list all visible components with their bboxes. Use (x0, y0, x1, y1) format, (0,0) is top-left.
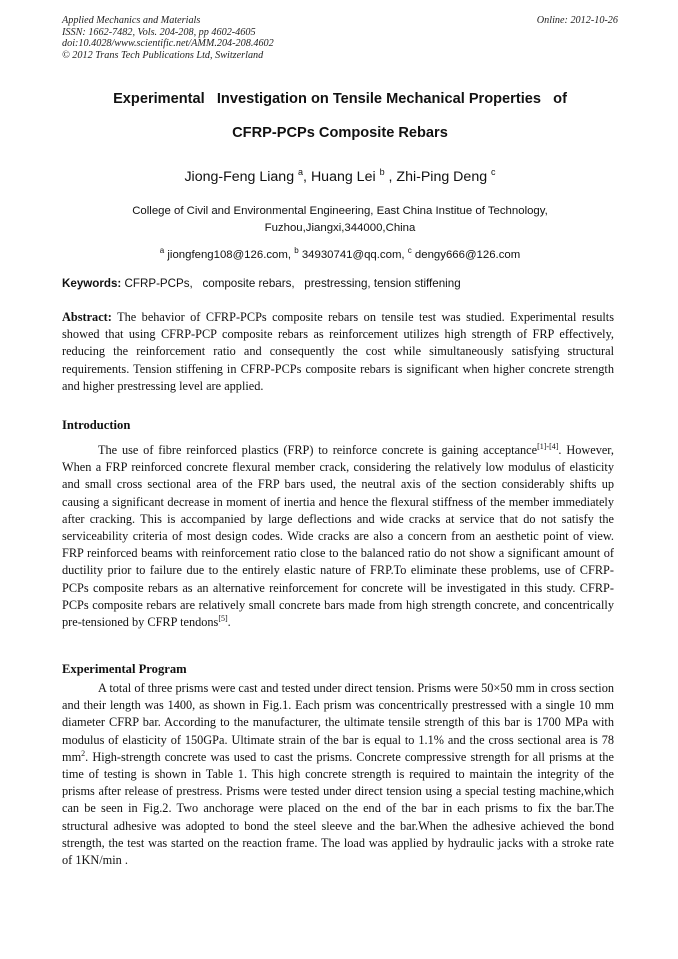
author-name: Jiong-Feng Liang (184, 169, 299, 185)
introduction-text: . (227, 615, 231, 630)
keywords-label: Keywords: (62, 277, 122, 290)
email-mark: c (407, 246, 412, 255)
superscript-2: 2 (81, 748, 86, 758)
affiliation-line-1: College of Civil and Environmental Engineering, East China Institue of Technology, (132, 205, 548, 217)
paper-title-line-2: CFRP-PCPs Composite Rebars (232, 125, 448, 141)
author-separator: , (303, 169, 311, 185)
online-date: Online: 2012-10-26 (536, 15, 618, 26)
paper-title-line-1: Experimental Investigation on Tensile Mechanical Properties of (113, 91, 567, 107)
experimental-program-paragraph (62, 680, 614, 869)
copyright-line: © 2012 Trans Tech Publications Ltd, Switzerland (62, 49, 264, 61)
keywords-text: CFRP-PCPs, composite rebars, prestressing, tension stiffening (121, 277, 461, 290)
introduction-text: . However, When a FRP reinforced concrete flexural member crack, considering the relatively low modulus of elasticity and small cross sectional area of the FRP bars used, the neutral axis of the section considerably shifts up causing a significant decrease in moment of inertia and hence the flexural stiffness of the member immediately after cracking. This is accompanied by large deflections and wide cracks at service that do not satisfy the serviceability criteria of most design codes. Wide cracks are also a concern from an aesthetic point of view. FRP reinforced beams with reinforcement ratio close to the balanced ratio do not show a significant amount of ductility prior to failure due to the entirely elastic nature of FRP.To eliminate these problems, use of CFRP-PCPs composite rebars as an alternative reinforcement for concrete will be investigated in this study. CFRP-PCPs composite rebars are relatively small concrete bars made from high strength concrete, and concentrically pre-tensioned by CFRP tendons (62, 443, 614, 630)
abstract-label: Abstract: (62, 310, 112, 324)
author-name: Huang Lei (310, 169, 380, 185)
email-address[interactable]: dengy666@126.com (411, 249, 521, 261)
introduction-heading: Introduction (62, 418, 131, 432)
email-list (62, 246, 618, 261)
affiliation-line-2: Fuzhou,Jiangxi,344000,China (264, 222, 416, 234)
doi-line: doi:10.4028/www.scientific.net/AMM.204-208.4602 (62, 38, 274, 50)
experimental-text: A total of three prisms were cast and tested under direct tension. Prisms were 50×50 mm in cross section and their length was 1400, as shown in Fig.1. Each prism was concentrically prestressed with a single 10 mm diameter CFRP bar. According to the manufacturer, the ultimate tensile strength of this bar is 1700 MPa with modulus of elasticity of 150GPa. Ultimate strain of the bar is equal to 1.1% and the cross sectional area is 78 mm (62, 681, 614, 764)
experimental-program-heading: Experimental Program (62, 662, 187, 676)
author-mark: b (379, 167, 385, 177)
experimental-text: . High-strength concrete was used to cast the prisms. Concrete compressive strength for all prisms at the time of testing is shown in Table 1. This high concrete strength is required to maintain the integrity of the prisms after release of prestress. Prisms were tested under direct tension using a special testing machine,which can be seen in Fig.2. Two anchorage were placed on the end of the bar in each prisms to fix the bar.The structural adhesive was adopted to bond the steel sleeve and the bar.When the adhesive achieved the bond strength, the test was started on the reaction frame. The load was applied by hydraulic jacks with a stroke rate of 1KN/min . (62, 749, 614, 868)
author-name: Zhi-Ping Deng (396, 169, 492, 185)
email-address[interactable]: 34930741@qq.com, (298, 249, 408, 261)
abstract-paragraph (62, 309, 614, 395)
abstract-text: The behavior of CFRP-PCPs composite rebars on tensile test was studied. Experimental results showed that using CFRP-PCP composite rebars as reinforcement utilizes high strength of FRP effectively, reducing the reinforcement ratio and consequently the cost while simultaneously satisfying structural requirements. Tension stiffening in CFRP-PCPs composite rebars is significant when higher concrete strength and higher prestressing level are applied. (62, 310, 614, 393)
author-mark: c (491, 167, 496, 177)
author-mark: a (298, 167, 304, 177)
email-mark: a (159, 246, 165, 255)
introduction-text: The use of fibre reinforced plastics (FRP) to reinforce concrete is gaining acceptance (98, 443, 538, 457)
journal-header (62, 15, 618, 61)
journal-name: Applied Mechanics and Materials (62, 15, 201, 26)
author-list (62, 167, 618, 185)
keywords-line (62, 277, 618, 290)
email-mark: b (294, 246, 299, 255)
citation-ref: [1]-[4] (537, 442, 559, 451)
author-separator: , (384, 169, 397, 185)
introduction-paragraph (62, 442, 614, 631)
issn-line: ISSN: 1662-7482, Vols. 204-208, pp 4602-4605 (62, 26, 256, 38)
citation-ref: [5] (218, 614, 228, 624)
email-address[interactable]: jiongfeng108@126.com, (164, 249, 295, 261)
